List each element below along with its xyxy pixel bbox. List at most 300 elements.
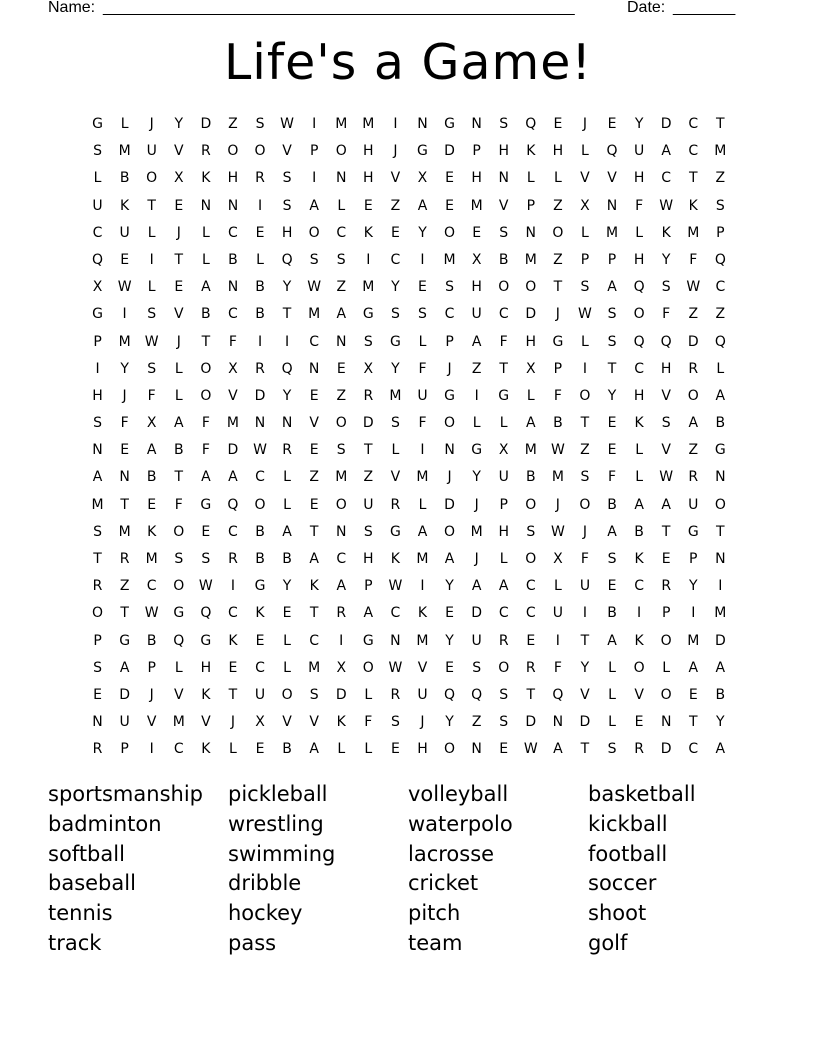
grid-letter[interactable]: Q	[714, 251, 726, 268]
grid-letter[interactable]: S	[309, 251, 319, 268]
grid-letter[interactable]: S	[390, 714, 400, 731]
grid-letter[interactable]: V	[390, 469, 401, 486]
grid-letter[interactable]: Y	[688, 578, 698, 595]
grid-letter[interactable]: U	[92, 197, 103, 214]
grid-letter[interactable]: L	[716, 360, 725, 377]
grid-letter[interactable]: N	[336, 523, 347, 540]
grid-letter[interactable]: T	[228, 686, 238, 703]
grid-letter[interactable]: R	[119, 551, 130, 567]
grid-letter[interactable]: B	[282, 741, 292, 758]
grid-letter[interactable]: H	[633, 387, 645, 404]
grid-letter[interactable]: Q	[471, 686, 483, 703]
grid-letter[interactable]: L	[337, 741, 346, 758]
grid-letter[interactable]: O	[254, 496, 266, 513]
grid-letter[interactable]: A	[309, 197, 319, 214]
grid-letter[interactable]: L	[635, 469, 643, 486]
grid-letter[interactable]: R	[92, 578, 103, 595]
grid-letter[interactable]: W	[523, 741, 538, 758]
grid-letter[interactable]: V	[580, 686, 590, 703]
grid-letter[interactable]: B	[255, 306, 265, 323]
grid-letter[interactable]: D	[119, 686, 130, 703]
grid-letter[interactable]: M	[335, 116, 348, 132]
grid-letter[interactable]: R	[661, 578, 672, 595]
grid-letter[interactable]: O	[498, 279, 510, 296]
grid-letter[interactable]: K	[201, 741, 211, 758]
grid-letter[interactable]: Z	[228, 116, 238, 132]
grid-letter[interactable]: S	[499, 116, 509, 132]
grid-letter[interactable]: G	[200, 632, 212, 649]
grid-letter[interactable]: P	[716, 224, 725, 241]
grid-letter[interactable]: Q	[606, 143, 618, 160]
grid-letter[interactable]: N	[336, 170, 347, 187]
grid-letter[interactable]: V	[173, 306, 184, 323]
grid-letter[interactable]: Z	[363, 469, 374, 486]
grid-letter[interactable]: N	[281, 415, 293, 432]
grid-letter[interactable]: A	[201, 279, 211, 296]
grid-letter[interactable]: P	[364, 578, 373, 595]
grid-letter[interactable]: D	[362, 415, 374, 432]
grid-letter[interactable]: A	[715, 387, 726, 404]
grid-letter[interactable]: E	[255, 632, 265, 649]
grid-letter[interactable]: J	[447, 360, 452, 377]
grid-letter[interactable]: O	[552, 224, 564, 241]
grid-letter[interactable]: B	[498, 251, 509, 268]
grid-letter[interactable]: K	[661, 224, 671, 241]
grid-letter[interactable]: E	[93, 686, 102, 703]
grid-letter[interactable]: P	[553, 360, 563, 377]
grid-letter[interactable]: K	[336, 714, 346, 731]
grid-letter[interactable]: V	[661, 442, 671, 459]
grid-letter[interactable]: O	[335, 496, 347, 513]
grid-letter[interactable]: T	[147, 197, 156, 214]
grid-letter[interactable]: Y	[418, 224, 427, 241]
grid-letter[interactable]: M	[335, 469, 348, 486]
grid-letter[interactable]: O	[525, 279, 537, 296]
grid-letter[interactable]: T	[120, 496, 129, 513]
grid-letter[interactable]: X	[92, 279, 103, 296]
grid-letter[interactable]: G	[498, 387, 510, 404]
grid-letter[interactable]: L	[283, 496, 291, 513]
grid-letter[interactable]: M	[416, 632, 429, 649]
grid-letter[interactable]: M	[172, 714, 185, 731]
grid-letter[interactable]: A	[119, 659, 130, 676]
grid-letter[interactable]: F	[580, 551, 589, 567]
grid-letter[interactable]: C	[309, 632, 320, 649]
grid-letter[interactable]: C	[634, 360, 644, 377]
grid-letter[interactable]: H	[417, 741, 428, 758]
grid-letter[interactable]: M	[362, 116, 375, 132]
grid-letter[interactable]: G	[200, 496, 212, 513]
grid-letter[interactable]: M	[687, 632, 700, 649]
grid-letter[interactable]: F	[147, 387, 156, 404]
grid-letter[interactable]: C	[255, 659, 265, 676]
grid-letter[interactable]: N	[92, 714, 103, 731]
grid-letter[interactable]: O	[92, 605, 104, 622]
grid-letter[interactable]: M	[470, 197, 483, 214]
grid-letter[interactable]: T	[580, 415, 590, 432]
grid-letter[interactable]: T	[309, 523, 319, 540]
grid-letter[interactable]: G	[119, 632, 131, 649]
grid-letter[interactable]: E	[526, 632, 536, 649]
grid-letter[interactable]: T	[174, 469, 184, 486]
grid-letter[interactable]: E	[418, 279, 427, 296]
grid-letter[interactable]: I	[366, 251, 371, 268]
grid-letter[interactable]: B	[146, 469, 157, 486]
grid-letter[interactable]: S	[499, 686, 509, 703]
grid-letter[interactable]: X	[255, 714, 265, 731]
grid-letter[interactable]: E	[553, 116, 563, 132]
grid-letter[interactable]: T	[688, 170, 698, 187]
grid-letter[interactable]: V	[661, 387, 671, 404]
letter-grid[interactable]	[84, 113, 734, 766]
grid-letter[interactable]: H	[363, 170, 374, 187]
grid-letter[interactable]: T	[716, 523, 725, 540]
grid-letter[interactable]: S	[661, 415, 671, 432]
grid-letter[interactable]: X	[228, 360, 238, 377]
grid-letter[interactable]: L	[581, 143, 589, 160]
grid-letter[interactable]: B	[634, 523, 644, 540]
grid-letter[interactable]: O	[633, 659, 645, 676]
grid-letter[interactable]: L	[418, 496, 427, 513]
grid-letter[interactable]: T	[580, 741, 590, 758]
grid-letter[interactable]: Y	[282, 279, 292, 296]
grid-letter[interactable]: M	[524, 442, 537, 459]
grid-letter[interactable]: T	[716, 116, 725, 132]
grid-letter[interactable]: T	[580, 632, 590, 649]
grid-letter[interactable]: A	[173, 415, 184, 432]
grid-letter[interactable]: C	[228, 306, 238, 323]
grid-letter[interactable]: W	[144, 605, 159, 622]
grid-letter[interactable]: P	[689, 551, 698, 567]
grid-letter[interactable]: X	[553, 551, 563, 567]
grid-letter[interactable]: H	[525, 333, 537, 350]
grid-letter[interactable]: M	[605, 224, 619, 241]
grid-letter[interactable]: C	[309, 333, 320, 350]
grid-letter[interactable]: C	[444, 306, 455, 323]
grid-letter[interactable]: S	[201, 551, 211, 567]
grid-letter[interactable]: P	[309, 143, 319, 160]
grid-letter[interactable]: K	[634, 415, 644, 432]
grid-letter[interactable]: G	[362, 306, 374, 323]
grid-letter[interactable]: B	[228, 251, 238, 268]
grid-letter[interactable]: O	[525, 496, 537, 513]
grid-letter[interactable]: M	[118, 523, 131, 540]
grid-letter[interactable]: O	[173, 523, 185, 540]
grid-letter[interactable]: R	[525, 659, 536, 676]
grid-letter[interactable]: C	[336, 551, 347, 567]
grid-letter[interactable]: U	[471, 306, 482, 323]
grid-letter[interactable]: W	[550, 442, 565, 459]
grid-letter[interactable]: L	[662, 659, 671, 676]
grid-letter[interactable]: D	[335, 686, 347, 703]
grid-letter[interactable]: I	[420, 578, 425, 595]
grid-letter[interactable]: A	[309, 741, 319, 758]
grid-letter[interactable]: J	[420, 714, 425, 731]
grid-letter[interactable]: G	[92, 306, 103, 323]
grid-letter[interactable]: V	[607, 170, 617, 187]
grid-letter[interactable]: K	[634, 551, 644, 567]
grid-letter[interactable]: K	[526, 143, 536, 160]
grid-letter[interactable]: E	[174, 197, 184, 214]
grid-letter[interactable]: I	[474, 387, 479, 404]
grid-letter[interactable]: G	[389, 523, 401, 540]
grid-letter[interactable]: Z	[471, 360, 482, 377]
grid-letter[interactable]: Y	[607, 387, 617, 404]
grid-letter[interactable]: E	[282, 605, 292, 622]
grid-letter[interactable]: O	[200, 360, 212, 377]
grid-letter[interactable]: M	[416, 551, 429, 567]
grid-letter[interactable]: M	[714, 143, 727, 160]
grid-letter[interactable]: L	[174, 360, 183, 377]
grid-letter[interactable]: G	[92, 116, 103, 132]
grid-letter[interactable]: E	[607, 116, 617, 132]
grid-letter[interactable]: U	[119, 224, 130, 241]
grid-letter[interactable]: Y	[716, 714, 725, 731]
grid-letter[interactable]: Z	[336, 279, 347, 296]
grid-letter[interactable]: I	[393, 116, 398, 132]
grid-letter[interactable]: S	[580, 279, 590, 296]
grid-letter[interactable]: E	[445, 170, 454, 187]
grid-letter[interactable]: J	[176, 333, 181, 350]
grid-letter[interactable]: J	[474, 551, 479, 567]
grid-letter[interactable]: L	[608, 686, 616, 703]
grid-letter[interactable]: H	[498, 523, 509, 540]
grid-letter[interactable]: L	[174, 387, 183, 404]
grid-letter[interactable]: L	[201, 251, 210, 268]
grid-letter[interactable]: B	[607, 605, 617, 622]
grid-letter[interactable]: O	[308, 224, 320, 241]
grid-letter[interactable]: K	[688, 197, 698, 214]
grid-letter[interactable]: O	[633, 306, 645, 323]
grid-letter[interactable]: Z	[715, 170, 726, 187]
grid-letter[interactable]: D	[525, 714, 537, 731]
grid-letter[interactable]: H	[660, 360, 672, 377]
grid-letter[interactable]: S	[661, 279, 671, 296]
grid-letter[interactable]: O	[146, 170, 158, 187]
grid-letter[interactable]: S	[93, 415, 102, 432]
grid-letter[interactable]: W	[659, 197, 674, 214]
grid-letter[interactable]: G	[687, 523, 699, 540]
grid-letter[interactable]: E	[634, 714, 644, 731]
grid-letter[interactable]: S	[607, 333, 617, 350]
grid-letter[interactable]: P	[93, 333, 102, 350]
grid-letter[interactable]: A	[715, 659, 726, 676]
grid-letter[interactable]: O	[335, 415, 347, 432]
grid-letter[interactable]: V	[634, 686, 644, 703]
grid-letter[interactable]: L	[147, 224, 156, 241]
grid-letter[interactable]: W	[307, 279, 322, 296]
grid-letter[interactable]: Z	[553, 197, 563, 214]
grid-letter[interactable]: J	[474, 496, 479, 513]
grid-letter[interactable]: E	[201, 523, 211, 540]
grid-letter[interactable]: O	[173, 578, 185, 595]
grid-letter[interactable]: H	[633, 170, 645, 187]
grid-letter[interactable]: J	[582, 523, 588, 540]
grid-letter[interactable]: I	[420, 251, 425, 268]
grid-letter[interactable]: L	[283, 632, 291, 649]
grid-letter[interactable]: K	[147, 523, 157, 540]
grid-letter[interactable]: M	[470, 523, 483, 540]
grid-letter[interactable]: E	[445, 197, 454, 214]
grid-letter[interactable]: A	[201, 469, 211, 486]
grid-letter[interactable]: S	[147, 306, 157, 323]
grid-letter[interactable]: L	[283, 469, 291, 486]
grid-letter[interactable]: A	[607, 279, 617, 296]
grid-letter[interactable]: T	[499, 360, 508, 377]
grid-letter[interactable]: S	[390, 306, 400, 323]
grid-letter[interactable]: E	[174, 279, 184, 296]
grid-letter[interactable]: I	[122, 306, 127, 323]
grid-letter[interactable]: Q	[633, 333, 645, 350]
grid-letter[interactable]: C	[715, 279, 726, 296]
grid-letter[interactable]: C	[336, 224, 347, 241]
grid-letter[interactable]: C	[228, 523, 238, 540]
grid-letter[interactable]: Q	[173, 632, 185, 649]
grid-letter[interactable]: B	[525, 469, 536, 486]
grid-letter[interactable]: V	[417, 659, 428, 676]
grid-letter[interactable]: U	[417, 686, 428, 703]
grid-letter[interactable]: U	[119, 714, 130, 731]
grid-letter[interactable]: I	[637, 605, 642, 622]
grid-letter[interactable]: O	[579, 387, 591, 404]
grid-letter[interactable]: E	[309, 387, 319, 404]
grid-letter[interactable]: O	[444, 224, 456, 241]
grid-letter[interactable]: N	[390, 632, 401, 649]
grid-letter[interactable]: Q	[227, 496, 239, 513]
grid-letter[interactable]: G	[552, 333, 564, 350]
grid-letter[interactable]: S	[499, 224, 509, 241]
grid-letter[interactable]: M	[687, 224, 700, 241]
grid-letter[interactable]: X	[146, 415, 157, 432]
grid-letter[interactable]: Z	[580, 442, 590, 459]
grid-letter[interactable]: N	[417, 116, 428, 132]
grid-letter[interactable]: L	[391, 442, 400, 459]
grid-letter[interactable]: A	[661, 143, 671, 160]
grid-letter[interactable]: L	[174, 659, 183, 676]
grid-letter[interactable]: D	[254, 387, 266, 404]
grid-letter[interactable]: E	[228, 659, 238, 676]
grid-letter[interactable]: P	[526, 197, 536, 214]
grid-letter[interactable]: I	[339, 632, 344, 649]
grid-letter[interactable]: S	[580, 469, 590, 486]
grid-letter[interactable]: B	[282, 551, 292, 567]
grid-letter[interactable]: B	[201, 306, 211, 323]
grid-letter[interactable]: E	[390, 741, 400, 758]
grid-letter[interactable]: U	[254, 686, 266, 703]
grid-letter[interactable]: O	[254, 143, 266, 160]
grid-letter[interactable]: Y	[634, 116, 644, 132]
grid-letter[interactable]: N	[444, 442, 455, 459]
grid-letter[interactable]: B	[173, 442, 184, 459]
grid-letter[interactable]: H	[471, 279, 482, 296]
grid-letter[interactable]: Y	[282, 578, 292, 595]
grid-letter[interactable]: S	[147, 360, 157, 377]
grid-letter[interactable]: L	[201, 224, 210, 241]
grid-letter[interactable]: O	[498, 659, 510, 676]
grid-letter[interactable]: A	[526, 415, 536, 432]
grid-letter[interactable]: B	[715, 415, 726, 432]
grid-letter[interactable]: R	[255, 360, 265, 377]
grid-letter[interactable]: U	[417, 387, 428, 404]
grid-letter[interactable]: X	[580, 197, 590, 214]
grid-letter[interactable]: Y	[445, 578, 454, 595]
grid-letter[interactable]: E	[255, 741, 265, 758]
grid-letter[interactable]: A	[471, 578, 482, 595]
grid-letter[interactable]: J	[149, 116, 154, 132]
grid-letter[interactable]: L	[418, 333, 427, 350]
grid-letter[interactable]: K	[201, 686, 211, 703]
grid-letter[interactable]: X	[471, 251, 482, 268]
grid-letter[interactable]: E	[120, 251, 130, 268]
grid-letter[interactable]: C	[146, 578, 157, 595]
grid-letter[interactable]: Y	[445, 714, 454, 731]
grid-letter[interactable]: M	[524, 251, 537, 268]
grid-letter[interactable]: A	[444, 551, 455, 567]
grid-letter[interactable]: E	[363, 197, 373, 214]
grid-letter[interactable]: J	[230, 714, 235, 731]
grid-letter[interactable]: G	[417, 143, 428, 160]
grid-letter[interactable]: X	[363, 360, 374, 377]
grid-letter[interactable]: Z	[715, 306, 726, 323]
grid-letter[interactable]: I	[149, 741, 154, 758]
grid-letter[interactable]: F	[120, 415, 129, 432]
grid-letter[interactable]: F	[418, 360, 427, 377]
grid-letter[interactable]: N	[606, 197, 618, 214]
grid-letter[interactable]: W	[388, 578, 403, 595]
grid-letter[interactable]: C	[498, 306, 509, 323]
grid-letter[interactable]: Q	[281, 251, 293, 268]
grid-letter[interactable]: K	[255, 605, 265, 622]
grid-letter[interactable]: O	[579, 496, 591, 513]
grid-letter[interactable]: A	[661, 496, 671, 513]
grid-letter[interactable]: C	[173, 741, 184, 758]
grid-letter[interactable]: N	[336, 333, 347, 350]
grid-letter[interactable]: Z	[336, 387, 347, 404]
grid-letter[interactable]: Z	[688, 442, 699, 459]
grid-letter[interactable]: P	[499, 496, 508, 513]
grid-letter[interactable]: X	[525, 360, 536, 377]
grid-letter[interactable]: J	[176, 224, 181, 241]
grid-letter[interactable]: Q	[633, 279, 645, 296]
grid-letter[interactable]: W	[198, 578, 213, 595]
grid-letter[interactable]: M	[416, 469, 429, 486]
grid-letter[interactable]: H	[281, 224, 293, 241]
grid-letter[interactable]: C	[498, 605, 509, 622]
grid-letter[interactable]: C	[390, 605, 401, 622]
grid-letter[interactable]: R	[390, 686, 401, 703]
grid-letter[interactable]: V	[282, 143, 292, 160]
grid-letter[interactable]: N	[715, 551, 726, 567]
grid-letter[interactable]: R	[363, 387, 374, 404]
grid-letter[interactable]: F	[553, 659, 562, 676]
grid-letter[interactable]: M	[362, 279, 375, 296]
grid-letter[interactable]: Y	[120, 360, 129, 377]
grid-letter[interactable]: M	[308, 659, 321, 676]
grid-letter[interactable]: G	[362, 632, 374, 649]
grid-letter[interactable]: E	[255, 224, 265, 241]
grid-letter[interactable]: Z	[390, 197, 401, 214]
grid-letter[interactable]: R	[634, 741, 644, 758]
grid-letter[interactable]: F	[499, 333, 508, 350]
grid-letter[interactable]: R	[498, 632, 509, 649]
grid-letter[interactable]: N	[471, 116, 482, 132]
grid-letter[interactable]: K	[390, 551, 400, 567]
grid-letter[interactable]: W	[686, 279, 701, 296]
grid-letter[interactable]: S	[93, 143, 102, 160]
grid-letter[interactable]: S	[363, 523, 373, 540]
grid-letter[interactable]: H	[471, 170, 482, 187]
grid-letter[interactable]: N	[715, 469, 726, 486]
